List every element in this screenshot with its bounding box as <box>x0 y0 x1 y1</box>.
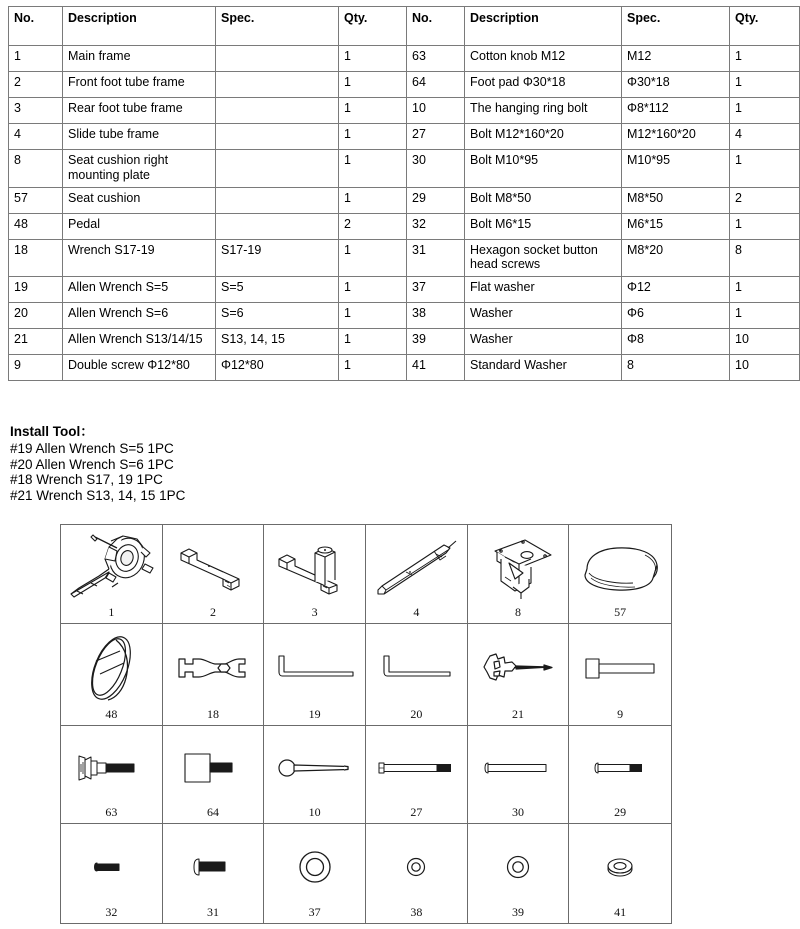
main-frame-icon <box>61 525 162 606</box>
install-tool-line-1: #19 Allen Wrench S=5 1PC <box>10 440 174 456</box>
part-number-label: 18 <box>206 706 219 721</box>
cell-spec-2: Φ6 <box>622 303 730 329</box>
cell-no-1: 8 <box>9 150 63 188</box>
rear-foot-tube-icon <box>264 525 365 606</box>
cell-spec-1 <box>216 213 339 239</box>
cell-qty-1: 1 <box>339 277 407 303</box>
part-cell-41 <box>569 824 671 923</box>
column-header-no-1: No. <box>9 7 63 46</box>
cell-spec-2: M12*160*20 <box>622 124 730 150</box>
cell-description-2: Bolt M6*15 <box>465 213 622 239</box>
flat-washer-icon <box>264 824 365 906</box>
bolt-m6-icon <box>61 824 162 906</box>
cell-qty-1: 1 <box>339 72 407 98</box>
install-tool-title: Install Tool： <box>10 424 94 439</box>
cell-no-1: 1 <box>9 46 63 72</box>
cell-spec-2: M10*95 <box>622 150 730 188</box>
cell-qty-1: 2 <box>339 213 407 239</box>
cell-spec-2: M8*50 <box>622 187 730 213</box>
part-number-label: 27 <box>410 805 423 820</box>
table-row <box>9 303 800 329</box>
allen-wrench-s5-icon <box>264 624 365 708</box>
cell-qty-2: 10 <box>730 355 800 381</box>
cell-description-1: Seat cushion right mounting plate <box>63 150 216 188</box>
table-row <box>9 72 800 98</box>
part-number-label: 41 <box>614 904 627 919</box>
double-screw-icon <box>569 624 671 708</box>
part-cell-30 <box>468 726 570 825</box>
cell-spec-1: Φ12*80 <box>216 355 339 381</box>
combo-wrench-icon <box>468 624 569 708</box>
cell-description-2: Washer <box>465 329 622 355</box>
part-cell-63 <box>61 726 163 825</box>
table-row <box>9 187 800 213</box>
cell-description-1: Main frame <box>63 46 216 72</box>
cell-spec-2: Φ8 <box>622 329 730 355</box>
part-cell-21 <box>468 624 570 726</box>
bolt-m10-icon <box>468 726 569 807</box>
part-number-label: 9 <box>617 706 624 721</box>
part-number-label: 30 <box>511 805 524 820</box>
cell-qty-1: 1 <box>339 187 407 213</box>
cell-no-2: 39 <box>407 329 465 355</box>
install-tool-line-4: #21 Wrench S13, 14, 15 1PC <box>10 488 186 504</box>
part-cell-19 <box>264 624 366 726</box>
cell-qty-1: 1 <box>339 355 407 381</box>
part-cell-39 <box>468 824 570 923</box>
install-tool-line-2: #20 Allen Wrench S=6 1PC <box>10 456 174 472</box>
cell-description-2: The hanging ring bolt <box>465 98 622 124</box>
part-cell-10 <box>264 726 366 825</box>
cell-description-1: Double screw Φ12*80 <box>63 355 216 381</box>
table-row <box>9 213 800 239</box>
cell-no-1: 18 <box>9 239 63 277</box>
cell-qty-2: 8 <box>730 239 800 277</box>
table-row <box>9 355 800 381</box>
cell-spec-1 <box>216 72 339 98</box>
cell-description-1: Seat cushion <box>63 187 216 213</box>
cell-spec-1 <box>216 150 339 188</box>
part-cell-32 <box>61 824 163 923</box>
washer-phi8-icon <box>468 824 569 906</box>
cell-no-1: 2 <box>9 72 63 98</box>
column-header-qty-2: Qty. <box>730 7 800 46</box>
part-cell-64 <box>163 726 265 825</box>
cell-spec-2: Φ12 <box>622 277 730 303</box>
hex-socket-screw-icon <box>163 824 264 906</box>
part-number-label: 48 <box>105 706 118 721</box>
cell-spec-1: S17-19 <box>216 239 339 277</box>
hanging-ring-bolt-icon <box>264 726 365 807</box>
cell-qty-2: 1 <box>730 72 800 98</box>
cell-description-1: Slide tube frame <box>63 124 216 150</box>
part-number-label: 39 <box>511 904 524 919</box>
part-cell-37 <box>264 824 366 923</box>
cell-qty-2: 4 <box>730 124 800 150</box>
cell-no-2: 27 <box>407 124 465 150</box>
part-number-label: 57 <box>614 604 627 619</box>
cell-description-2: Hexagon socket button head screws <box>465 239 622 277</box>
cell-no-1: 3 <box>9 98 63 124</box>
part-cell-9 <box>569 624 671 726</box>
cell-qty-1: 1 <box>339 303 407 329</box>
parts-list-table <box>8 6 800 381</box>
column-header-spec-2: Spec. <box>622 7 730 46</box>
cell-qty-1: 1 <box>339 124 407 150</box>
part-number-label: 20 <box>410 706 423 721</box>
cell-description-1: Allen Wrench S13/14/15 <box>63 329 216 355</box>
part-number-label: 63 <box>105 805 118 820</box>
part-number-label: 4 <box>413 604 420 619</box>
cell-no-2: 32 <box>407 213 465 239</box>
table-row <box>9 239 800 277</box>
cell-spec-1: S=6 <box>216 303 339 329</box>
cell-description-2: Foot pad Φ30*18 <box>465 72 622 98</box>
front-foot-tube-icon <box>163 525 264 606</box>
cell-description-1: Allen Wrench S=5 <box>63 277 216 303</box>
cell-description-2: Flat washer <box>465 277 622 303</box>
part-number-label: 38 <box>410 904 423 919</box>
cell-description-2: Bolt M12*160*20 <box>465 124 622 150</box>
part-number-label: 10 <box>308 805 321 820</box>
cell-description-2: Bolt M10*95 <box>465 150 622 188</box>
cell-description-1: Rear foot tube frame <box>63 98 216 124</box>
cell-no-2: 38 <box>407 303 465 329</box>
cell-no-1: 21 <box>9 329 63 355</box>
bolt-m8-icon <box>569 726 671 807</box>
cell-description-2: Washer <box>465 303 622 329</box>
cell-qty-1: 1 <box>339 239 407 277</box>
pedal-icon <box>61 624 162 708</box>
cell-no-1: 19 <box>9 277 63 303</box>
cell-no-1: 20 <box>9 303 63 329</box>
table-row <box>9 150 800 188</box>
cell-description-2: Standard Washer <box>465 355 622 381</box>
cell-spec-2: M12 <box>622 46 730 72</box>
cell-spec-2: M8*20 <box>622 239 730 277</box>
seat-cushion-icon <box>569 525 671 606</box>
cell-spec-1 <box>216 98 339 124</box>
cell-spec-1: S13, 14, 15 <box>216 329 339 355</box>
part-number-label: 29 <box>614 805 627 820</box>
part-number-label: 31 <box>206 904 219 919</box>
cell-no-2: 41 <box>407 355 465 381</box>
cell-no-1: 4 <box>9 124 63 150</box>
column-header-description-1: Description <box>63 7 216 46</box>
part-cell-8 <box>468 525 570 624</box>
part-cell-3 <box>264 525 366 624</box>
cell-description-1: Pedal <box>63 213 216 239</box>
table-row <box>9 277 800 303</box>
cotton-knob-icon <box>61 726 162 807</box>
cell-description-2: Bolt M8*50 <box>465 187 622 213</box>
cell-qty-2: 1 <box>730 303 800 329</box>
cell-spec-1 <box>216 187 339 213</box>
cell-description-1: Front foot tube frame <box>63 72 216 98</box>
cell-spec-2: Φ30*18 <box>622 72 730 98</box>
part-cell-29 <box>569 726 671 825</box>
install-tool-section <box>10 424 185 504</box>
cell-spec-2: 8 <box>622 355 730 381</box>
table-row <box>9 124 800 150</box>
cell-qty-2: 1 <box>730 277 800 303</box>
part-number-label: 19 <box>308 706 321 721</box>
part-cell-31 <box>163 824 265 923</box>
part-cell-4 <box>366 525 468 624</box>
column-header-qty-1: Qty. <box>339 7 407 46</box>
cell-description-1: Wrench S17-19 <box>63 239 216 277</box>
part-number-label: 64 <box>206 805 219 820</box>
cell-qty-2: 1 <box>730 98 800 124</box>
install-tool-line-3: #18 Wrench S17, 19 1PC <box>10 472 163 488</box>
cell-no-1: 48 <box>9 213 63 239</box>
cell-spec-1 <box>216 46 339 72</box>
cell-qty-1: 1 <box>339 98 407 124</box>
part-number-label: 37 <box>308 904 321 919</box>
cell-description-2: Cotton knob M12 <box>465 46 622 72</box>
cell-no-2: 31 <box>407 239 465 277</box>
part-cell-38 <box>366 824 468 923</box>
cell-no-2: 10 <box>407 98 465 124</box>
part-cell-27 <box>366 726 468 825</box>
cell-description-1: Allen Wrench S=6 <box>63 303 216 329</box>
cell-spec-2: Φ8*112 <box>622 98 730 124</box>
open-wrench-icon <box>163 624 264 708</box>
part-number-label: 8 <box>514 604 521 619</box>
bolt-m12-icon <box>366 726 467 807</box>
cell-no-2: 37 <box>407 277 465 303</box>
part-cell-20 <box>366 624 468 726</box>
washer-phi6-icon <box>366 824 467 906</box>
slide-tube-icon <box>366 525 467 606</box>
cell-spec-1 <box>216 124 339 150</box>
cell-no-2: 30 <box>407 150 465 188</box>
part-number-label: 2 <box>209 604 216 619</box>
column-header-spec-1: Spec. <box>216 7 339 46</box>
table-row <box>9 329 800 355</box>
cell-qty-1: 1 <box>339 46 407 72</box>
parts-list-table-container <box>8 6 759 381</box>
column-header-no-2: No. <box>407 7 465 46</box>
cell-qty-2: 10 <box>730 329 800 355</box>
column-header-description-2: Description <box>465 7 622 46</box>
parts-diagram-grid <box>60 524 672 924</box>
cell-spec-2: M6*15 <box>622 213 730 239</box>
seat-mount-plate-icon <box>468 525 569 606</box>
part-number-label: 32 <box>105 904 118 919</box>
table-body <box>9 46 800 381</box>
cell-qty-2: 1 <box>730 213 800 239</box>
part-cell-2 <box>163 525 265 624</box>
cell-no-1: 9 <box>9 355 63 381</box>
part-number-label: 3 <box>311 604 318 619</box>
part-cell-48 <box>61 624 163 726</box>
part-cell-57 <box>569 525 671 624</box>
cell-qty-2: 1 <box>730 46 800 72</box>
table-row <box>9 98 800 124</box>
cell-qty-1: 1 <box>339 329 407 355</box>
part-cell-1 <box>61 525 163 624</box>
allen-wrench-s6-icon <box>366 624 467 708</box>
cell-qty-2: 1 <box>730 150 800 188</box>
cell-no-1: 57 <box>9 187 63 213</box>
cell-spec-1: S=5 <box>216 277 339 303</box>
cell-no-2: 64 <box>407 72 465 98</box>
cell-qty-2: 2 <box>730 187 800 213</box>
part-number-label: 1 <box>108 604 115 619</box>
cell-no-2: 29 <box>407 187 465 213</box>
table-header-row <box>9 7 800 46</box>
part-cell-18 <box>163 624 265 726</box>
foot-pad-icon <box>163 726 264 807</box>
part-number-label: 21 <box>511 706 524 721</box>
cell-qty-1: 1 <box>339 150 407 188</box>
cell-no-2: 63 <box>407 46 465 72</box>
table-row <box>9 46 800 72</box>
table-header <box>9 7 800 46</box>
standard-washer-icon <box>569 824 671 906</box>
